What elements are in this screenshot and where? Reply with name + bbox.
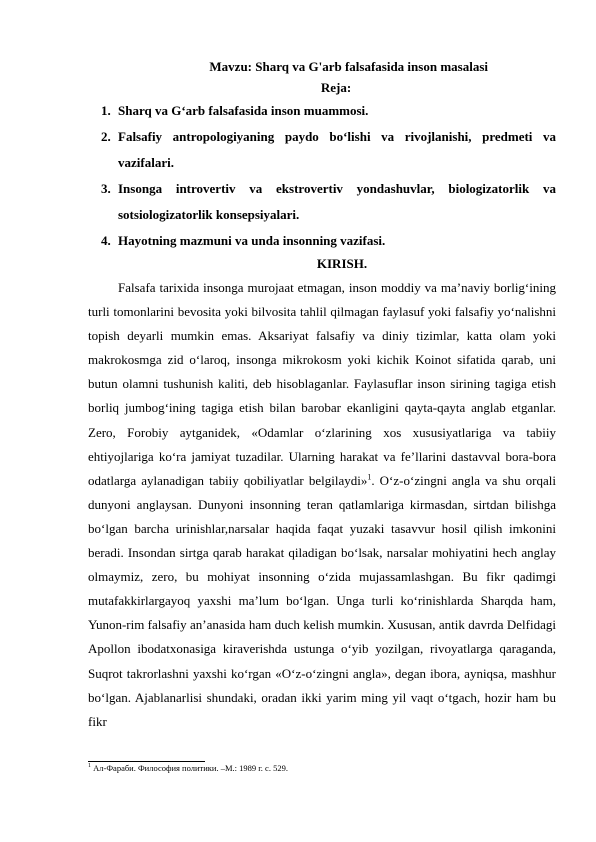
intro-paragraph xyxy=(88,276,556,734)
page-title: Mavzu: Sharq va G'arb falsafasida inson masalasi xyxy=(209,59,488,74)
paragraph-text: . O‘z-o‘zingni angla va shu orqali dunyoni anglaysan. Dunyoni insonning teran qatlamlariga kirmasdan, sirtdan bilishga bo‘lgan barcha urinishlar,narsalar haqida faqat yuzaki tasavvur hosil qilish imkonini beradi. Insondan sirtga qarab harakat qiladigan bo‘lsak, narsalar mohiyatini hech anglay olmaymiz, zero, bu mohiyat insonning o‘zida mujassamlashgan. Bu fikr qadimgi mutafakkirlargayoq yaxshi ma’lum bo‘lgan. Unga turli ko‘rinishlarda Sharqda ham, Yunon-rim falsafiy an’anasida ham duch kelish mumkin. Xususan, antik davrda Delfidagi Apollon ibodatxonasiga kiraverishda ustunga o‘yib yozilgan, rivoyatlarga qaraganda, Suqrot takrorlashni yaxshi ko‘rgan «O‘z-o‘zingni angla», degan ibora, ayniqsa, mashhur bo‘lgan. Ajablanarlisi shundaki, oradan ikki yarim ming yil vaqt o‘tgach, hozir ham bu fikr xyxy=(88,472,556,729)
plan-heading: Reja: xyxy=(320,80,352,95)
plan-item-number: 2. xyxy=(101,129,111,144)
plan-item xyxy=(88,98,556,124)
plan-list xyxy=(88,98,556,254)
plan-item-number: 1. xyxy=(101,103,111,118)
plan-item-number: 3. xyxy=(101,181,111,196)
footnote-mark: 1 xyxy=(88,763,91,770)
plan-item xyxy=(88,124,556,176)
footnote-text: Ал-Фараби. Философия политики. –М.: 1989 г. с. 529. xyxy=(93,763,288,773)
plan-item-text: Falsafiy antropologiyaning paydo bo‘lishi va rivojlanishi, predmeti va vazifalari. xyxy=(118,129,556,170)
plan-item-text: Sharq va G‘arb falsafasida inson muammosi. xyxy=(118,103,369,118)
document-page xyxy=(88,56,556,734)
plan-item-number: 4. xyxy=(101,233,111,248)
intro-heading: KIRISH. xyxy=(316,256,368,271)
footnote xyxy=(88,763,288,773)
footnote-reference[interactable]: 1 xyxy=(367,472,372,482)
plan-item-text: Insonga introvertiv va ekstrovertiv yondashuvlar, biologizatorlik va sotsiologizatorlik konsepsiyalari. xyxy=(118,181,556,222)
plan-item xyxy=(88,176,556,228)
paragraph-text: Falsafa tarixida insonga murojaat etmagan, inson moddiy va ma’naviy borlig‘ining turli tomonlarini bevosita yoki bilvosita tahlil qilmagan faylasuf yoki falsafiy yo‘nalishni topish deyarli mumkin emas. Aksariyat falsafiy va diniy tizimlar, katta olam yoki makrokosmga zid o‘laroq, insonga mikrokosm yoki kichik Koinot sifatida qarab, uni butun olamni tushunish kaliti, deb hisoblaganlar. Faylasuflar inson sirining tagiga etish borliq jumbog‘ining tagiga etish bilan barobar ekanligini qayta-qayta anglab etganlar. Zero, Forobiy aytganidek, «Odamlar o‘zlarining xos xususiyatlariga va tabiiy ehtiyojlariga ko‘ra jamiyat tuzadilar. Ularning harakat va fe’llarini dastavval bora-bora odatlarga aylanadigan tabiiy qobiliyatlar belgilaydi» xyxy=(88,280,556,488)
plan-item-text: Hayotning mazmuni va unda insonning vazifasi. xyxy=(118,233,386,248)
plan-item xyxy=(88,228,556,254)
footnote-divider xyxy=(88,761,205,762)
